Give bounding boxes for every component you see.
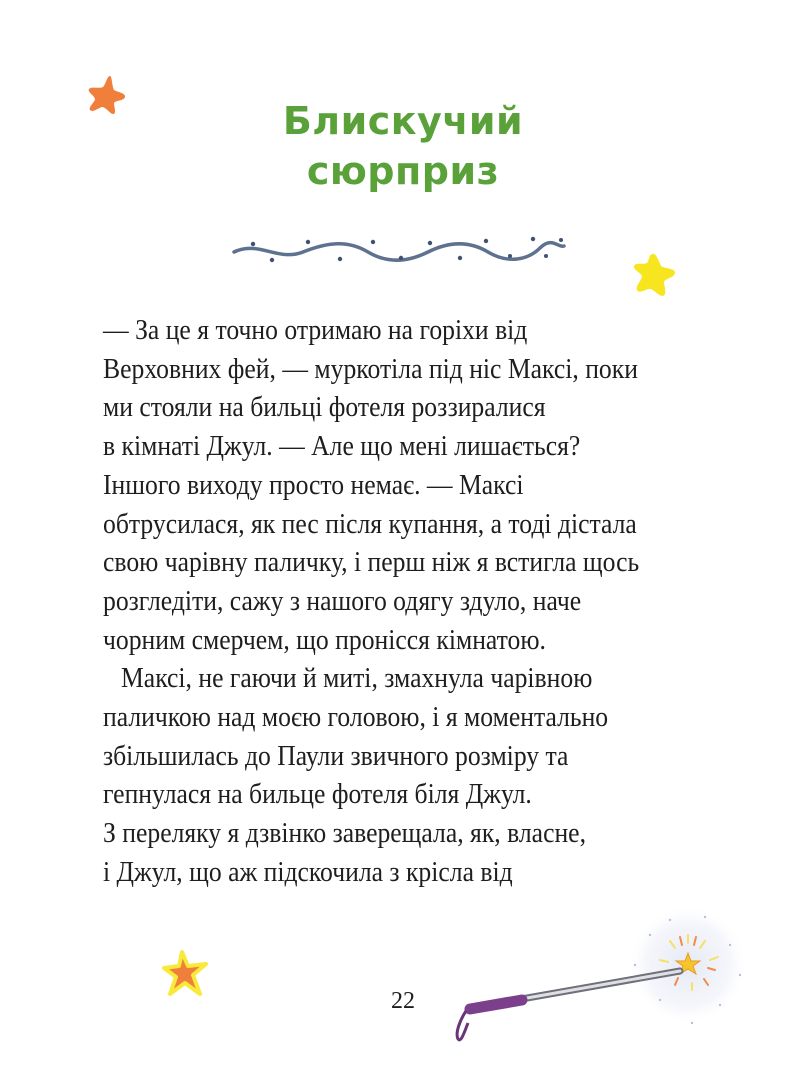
page-number: 22	[391, 988, 415, 1014]
text-line: і Джул, що аж підскочила з крісла від	[103, 856, 513, 888]
text-line: — За це я точно отримаю на горіхи від	[103, 315, 528, 346]
text-line: свою чарівну паличку, і перш ніж я встигла щось	[103, 547, 640, 579]
chapter-title	[0, 96, 806, 196]
magic-wand-icon	[430, 905, 760, 1045]
text-line: паличкою над моєю головою, і я моментально	[103, 702, 609, 734]
text-line: З переляку я дзвінко заверещала, як, власне,	[103, 818, 586, 850]
yellow-star-icon	[630, 248, 684, 302]
text-line: чорним смерчем, що пронісся кімнатою.	[103, 624, 546, 656]
chapter-title-line-2: сюрприз	[306, 149, 500, 193]
story-text	[103, 312, 679, 893]
chapter-title-line-1: Блискучий	[282, 99, 524, 143]
text-line: Максі, не гаючи й миті, змахнула чарівною	[121, 663, 593, 695]
text-line: гепнулася на бильце фотеля біля Джул.	[103, 779, 532, 811]
text-line: в кімнаті Джул. — Але що мені лишається?	[103, 431, 581, 463]
text-line: обтрусилася, як пес після купання, а тоді дістала	[103, 508, 637, 540]
text-line: Верховних фей, — муркотіла під ніс Максі, поки	[103, 353, 638, 385]
text-line: Іншого виходу просто немає. — Максі	[103, 469, 524, 501]
wavy-divider-icon	[228, 234, 568, 270]
text-line: розгледіти, сажу з нашого одягу здуло, наче	[103, 585, 582, 617]
text-line: збільшилась до Паули звичного розміру та	[103, 740, 569, 772]
text-line: ми стояли на бильці фотеля роззиралися	[103, 392, 546, 424]
